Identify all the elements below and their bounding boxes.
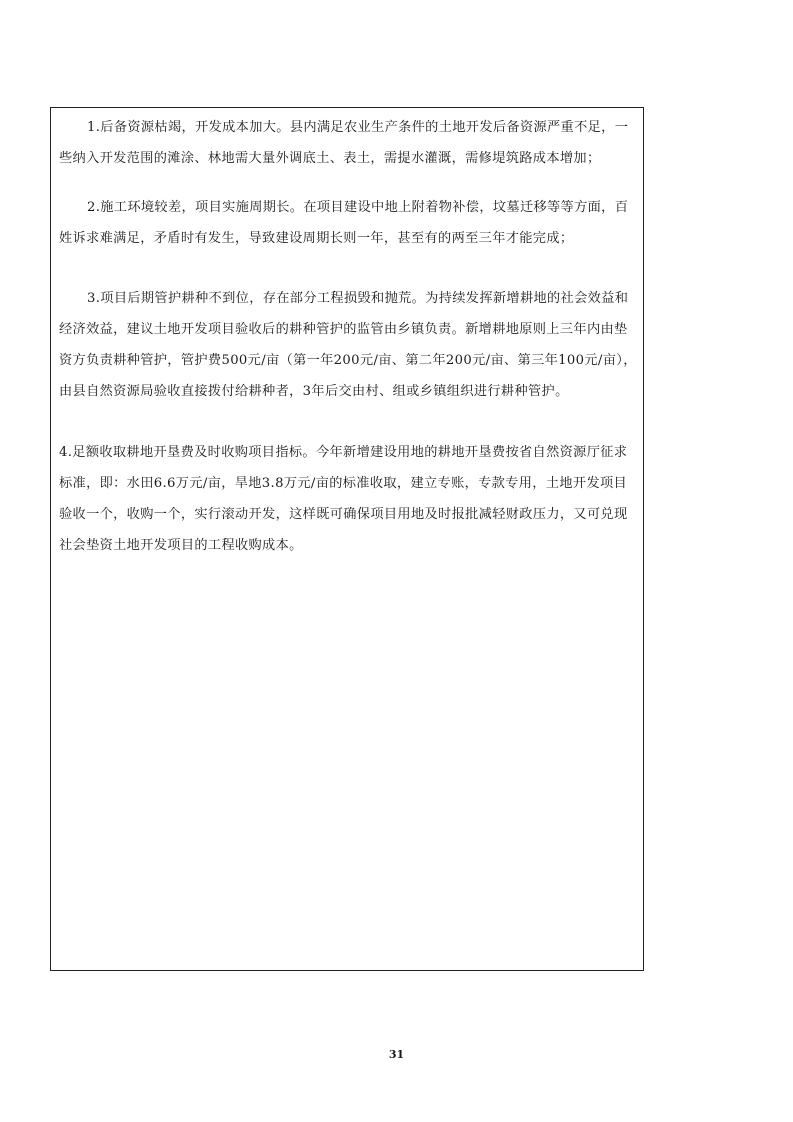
paragraph-3: 3.项目后期管护耕种不到位，存在部分工程损毁和抛荒。为持续发挥新增耕地的社会效益和经济效益，建议土地开发项目验收后的耕种管护的监管由乡镇负责。新增耕地原则上三年内由垫资方负责耕种管护，管护费500元/亩（第一年200元/亩、第二年200元/亩、第三年100元/亩），由县自然资源局验收直接拨付给耕种者，3年后交由村、组或乡镇组织进行耕种管护。 [59,291,637,399]
page-number: 31 [388,1048,405,1061]
paragraph-4: 4.足额收取耕地开垦费及时收购项目指标。今年新增建设用地的耕地开垦费按省自然资源厅征求标准，即：水田6.6万元/亩，旱地3.8万元/亩的标准收取，建立专账，专款专用，土地开发项目验收一个，收购一个，实行滚动开发，这样既可确保项目用地及时报批减轻财政压力，又可兑现社会垫资土地开发项目的工程收购成本。 [59,445,628,553]
paragraph-1: 1.后备资源枯竭，开发成本加大。县内满足农业生产条件的土地开发后备资源严重不足，一些纳入开发范围的滩涂、林地需大量外调底土、表土，需提水灌溉，需修堤筑路成本增加； [59,120,629,166]
paragraph-2: 2.施工环境较差，项目实施周期长。在项目建设中地上附着物补偿，坟墓迁移等等方面，百姓诉求难满足，矛盾时有发生，导致建设周期长则一年，甚至有的两至三年才能完成； [59,200,629,246]
